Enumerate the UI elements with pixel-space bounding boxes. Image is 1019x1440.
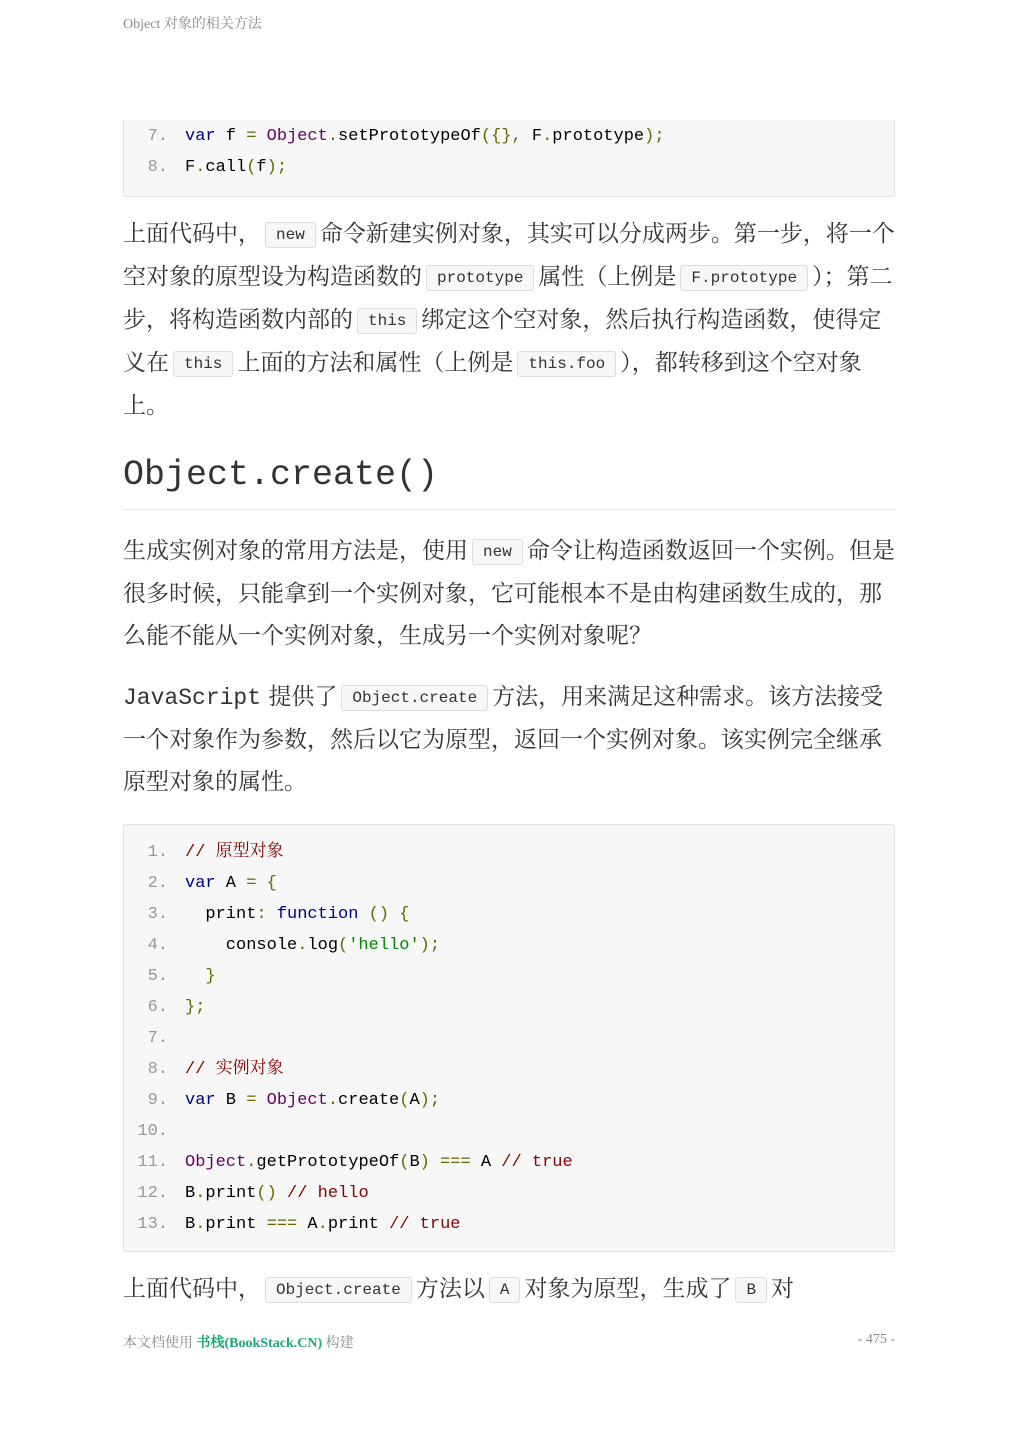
code-token: setPrototypeOf: [338, 127, 481, 146]
code-token: );: [419, 1091, 441, 1110]
code-token: =: [246, 1091, 257, 1110]
inline-code: B: [735, 1277, 767, 1303]
text: ），都转移到这个空对象上。: [123, 350, 862, 419]
code-token: (: [399, 1153, 410, 1172]
code-text: [185, 1147, 573, 1178]
code-token: B: [185, 1215, 196, 1234]
inline-code: prototype: [426, 265, 534, 291]
line-number: 5.: [147, 967, 168, 986]
code-line: [124, 1054, 894, 1085]
code-token: [389, 905, 399, 924]
code-token: =: [246, 874, 257, 893]
inline-code: this: [357, 308, 417, 334]
code-token: ): [419, 1153, 430, 1172]
code-line: [124, 121, 894, 152]
line-number: 11.: [137, 1153, 168, 1172]
code-token: A: [215, 874, 247, 893]
inline-code: A: [489, 1277, 521, 1303]
inline-code: F.prototype: [680, 265, 808, 291]
text: 上面代码中，: [123, 221, 261, 247]
code-token: [256, 1091, 266, 1110]
text: 上面代码中，: [123, 1276, 261, 1302]
code-line: [124, 992, 894, 1023]
code-token: .: [327, 1091, 339, 1110]
code-token: // true: [389, 1215, 461, 1234]
text: 命令新建实例对象，其实可以分成两步。第一步，将一个空对象的原型设为构造函数的: [123, 221, 895, 290]
code-token: (: [399, 1091, 410, 1110]
paragraph-new-explanation: [123, 213, 895, 427]
code-text: [185, 1085, 440, 1116]
text: 方法以: [415, 1276, 485, 1302]
code-line: [124, 1178, 894, 1209]
code-line: [124, 961, 894, 992]
code-token: // 实例对象: [185, 1060, 284, 1079]
code-token: .: [195, 1215, 206, 1234]
code-text: [185, 152, 287, 183]
code-line: [124, 1147, 894, 1178]
code-token: f: [215, 127, 247, 146]
line-number: 3.: [147, 905, 168, 924]
line-number: 4.: [147, 936, 168, 955]
inline-code: Object.create: [341, 685, 488, 711]
code-token: [256, 127, 266, 146]
text: 对象为原型，生成了: [524, 1276, 732, 1302]
code-text: [185, 868, 277, 899]
line-number: 13.: [137, 1215, 168, 1234]
code-token: // true: [501, 1153, 573, 1172]
code-token: var: [185, 127, 216, 146]
code-token: print: [205, 1184, 257, 1203]
footer-prefix: 本文档使用: [123, 1336, 197, 1351]
code-block-example: [123, 824, 895, 1252]
footer-suffix: 构建: [322, 1336, 354, 1351]
code-text: [185, 899, 409, 930]
paragraph-code-explanation: [123, 1268, 895, 1311]
line-number: 9.: [147, 1091, 168, 1110]
code-token: =: [246, 127, 257, 146]
code-block-top: [123, 120, 895, 197]
line-number: 10.: [137, 1122, 168, 1141]
line-number: 1.: [147, 843, 168, 862]
code-token: F: [521, 127, 543, 146]
code-token: // hello: [287, 1184, 369, 1203]
code-token: A: [409, 1091, 420, 1110]
code-token: print: [327, 1215, 390, 1234]
text: ）；第二步，将构造函数内部的: [123, 264, 893, 333]
line-number: 2.: [147, 874, 168, 893]
code-token: [256, 874, 266, 893]
inline-code: new: [265, 222, 316, 248]
code-token: prototype: [552, 127, 645, 146]
code-token: {: [399, 905, 410, 924]
footer-brand-link[interactable]: 书栈(BookStack.CN): [196, 1336, 323, 1351]
code-token: console: [185, 936, 298, 955]
line-number: 8.: [147, 1060, 168, 1079]
text: JavaScript: [123, 685, 262, 711]
text: 绑定这个空对象，然后执行构造函数，使得定义在: [123, 307, 882, 376]
code-token: .: [246, 1153, 257, 1172]
code-token: .: [195, 158, 206, 177]
code-token: B: [409, 1153, 420, 1172]
code-line: [124, 1209, 894, 1240]
code-token: call: [205, 158, 247, 177]
inline-code: this.foo: [517, 351, 616, 377]
code-token: ===: [440, 1153, 471, 1172]
code-text: [185, 1209, 460, 1240]
code-token: Object: [266, 1091, 328, 1110]
code-token: 'hello': [348, 936, 420, 955]
code-token: [430, 1153, 440, 1172]
text: 对: [771, 1276, 795, 1302]
code-token: Object: [185, 1153, 247, 1172]
code-line: [124, 837, 894, 868]
code-token: {: [266, 874, 277, 893]
line-number: 7.: [147, 1029, 168, 1048]
code-token: );: [644, 127, 665, 146]
text: 方法，用来满足这种需求。该方法接受一个对象作为参数，然后以它为原型，返回一个实例对象。该实例完全继承原型对象的属性。: [123, 684, 884, 795]
code-token: print: [185, 905, 257, 924]
page-number: - 475 -: [857, 1332, 895, 1347]
code-token: log: [307, 936, 339, 955]
code-token: B: [215, 1091, 247, 1110]
code-token: B: [185, 1184, 196, 1203]
code-token: );: [266, 158, 288, 177]
code-token: f: [256, 158, 267, 177]
code-token: };: [185, 998, 206, 1017]
code-token: F: [185, 158, 196, 177]
line-number: 12.: [137, 1184, 168, 1203]
code-token: A: [470, 1153, 502, 1172]
code-token: getPrototypeOf: [256, 1153, 400, 1172]
code-token: (): [368, 905, 390, 924]
code-line: [124, 868, 894, 899]
code-token: .: [327, 127, 339, 146]
code-token: ({},: [480, 127, 522, 146]
text: 提供了: [261, 684, 338, 710]
code-line: [124, 1085, 894, 1116]
inline-code: new: [472, 539, 523, 565]
code-line: [124, 899, 894, 930]
paragraph-create-intro: [123, 530, 895, 657]
code-token: [267, 905, 277, 924]
code-token: .: [297, 936, 308, 955]
line-number: 6.: [147, 998, 168, 1017]
section-heading: Object.create(): [123, 455, 895, 510]
inline-code: Object.create: [265, 1277, 412, 1303]
code-token: (: [338, 936, 349, 955]
code-text: [185, 961, 216, 992]
code-text: [185, 1178, 369, 1209]
code-line: [124, 152, 894, 183]
code-token: );: [419, 936, 441, 955]
code-token: (: [246, 158, 257, 177]
code-token: [277, 1184, 287, 1203]
code-text: [185, 121, 665, 152]
code-text: [185, 1054, 284, 1085]
code-token: }: [205, 967, 216, 986]
code-token: .: [317, 1215, 328, 1234]
code-token: .: [542, 127, 553, 146]
text: 上面的方法和属性（上例是: [237, 350, 514, 376]
line-number: 8.: [147, 158, 168, 177]
code-token: (): [256, 1184, 277, 1203]
paragraph-create-method: [123, 676, 895, 803]
code-token: [185, 967, 205, 986]
line-number: 7.: [147, 127, 168, 146]
code-token: create: [338, 1091, 400, 1110]
footer-credit: [123, 1332, 354, 1352]
code-token: Object: [266, 127, 328, 146]
code-line: [124, 1023, 894, 1054]
page-header-title: Object 对象的相关方法: [123, 17, 262, 32]
code-token: var: [185, 1091, 216, 1110]
code-token: // 原型对象: [185, 843, 284, 862]
code-token: ===: [266, 1215, 298, 1234]
code-line: [124, 1116, 894, 1147]
code-text: [185, 930, 440, 961]
inline-code: this: [173, 351, 233, 377]
code-line: [124, 930, 894, 961]
code-token: print: [205, 1215, 267, 1234]
code-text: [185, 837, 284, 868]
text: 生成实例对象的常用方法是，使用: [123, 538, 468, 564]
code-token: var: [185, 874, 216, 893]
code-token: [358, 905, 368, 924]
text: 命令让构造函数返回一个实例。但是很多时候，只能拿到一个实例对象，它可能根本不是由构建函数生成的，那么能不能从一个实例对象，生成另一个实例对象呢？: [123, 538, 895, 649]
code-token: :: [256, 905, 267, 924]
code-token: A: [297, 1215, 318, 1234]
code-token: function: [276, 905, 359, 924]
code-token: .: [195, 1184, 206, 1203]
code-text: [185, 992, 205, 1023]
text: 属性（上例是: [538, 264, 677, 290]
